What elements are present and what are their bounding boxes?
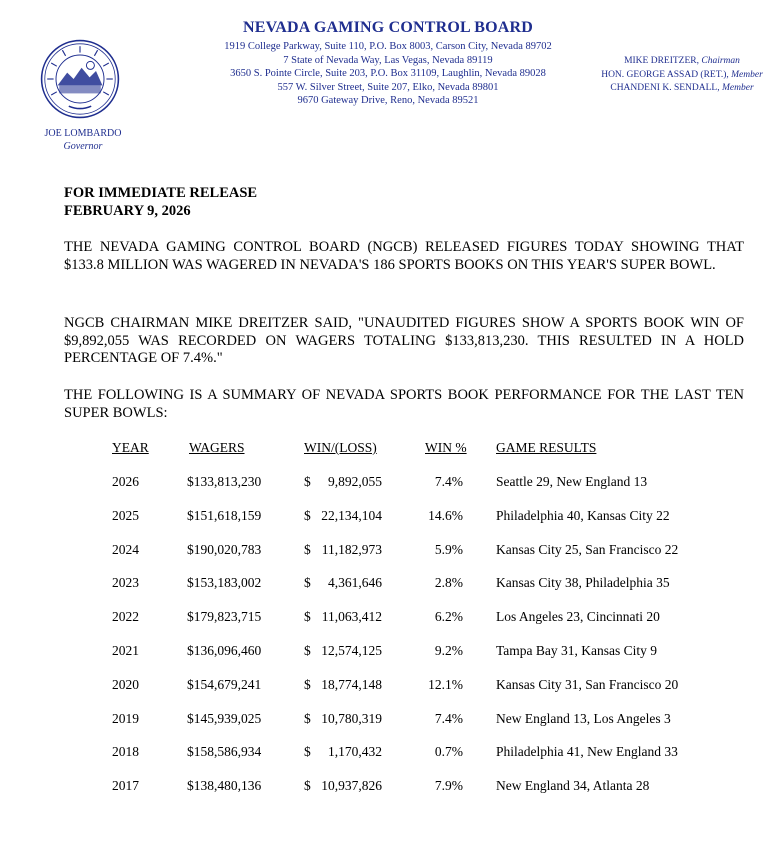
cell-win-value: 10,937,826 [321, 778, 382, 794]
address-line: 557 W. Silver Street, Suite 207, Elko, Nevada 89801 [277, 81, 499, 93]
table-row [0, 744, 784, 764]
table-row [0, 711, 784, 731]
cell-pct: 0.7% [434, 744, 463, 760]
address-line: 3650 S. Pointe Circle, Suite 203, P.O. Box 31109, Laughlin, Nevada 89028 [230, 68, 546, 80]
cell-results: New England 13, Los Angeles 3 [496, 710, 671, 726]
cell-year: 2026 [112, 474, 139, 489]
board-members [580, 55, 784, 96]
cell-wagers: $179,823,715 [187, 609, 262, 625]
cell-year: 2025 [112, 507, 139, 523]
currency-symbol: $ [304, 541, 311, 557]
currency-symbol: $ [304, 474, 311, 489]
cell-results: Los Angeles 23, Cincinnati 20 [496, 609, 660, 625]
paragraph-intro: THE NEVADA GAMING CONTROL BOARD (NGCB) RELEASED FIGURES TODAY SHOWING THAT $133.8 MILLION WAS WAGERED IN NEVADA'S 186 SPORTS BOOKS ON THIS YEAR'S SUPER BOWL. [64, 239, 744, 273]
currency-symbol: $ [304, 609, 311, 625]
currency-symbol: $ [304, 778, 311, 794]
table-row [0, 575, 784, 595]
cell-win-value: 11,063,412 [321, 609, 382, 625]
table-row [0, 609, 784, 629]
address-line: 7 State of Nevada Way, Las Vegas, Nevada 89119 [283, 54, 493, 66]
cell-year: 2018 [112, 744, 139, 760]
board-member-name: HON. GEORGE ASSAD (RET.), [601, 69, 729, 80]
header-wagers: WAGERS [189, 440, 245, 455]
cell-results: New England 34, Atlanta 28 [496, 778, 650, 794]
cell-results: Philadelphia 41, New England 33 [496, 744, 678, 760]
cell-win-value: 10,780,319 [321, 710, 382, 726]
cell-wagers: $190,020,783 [187, 541, 262, 557]
cell-win-value: 11,182,973 [321, 541, 382, 557]
header-year: YEAR [112, 440, 149, 455]
cell-win-value: 4,361,646 [328, 575, 382, 591]
cell-wagers: $151,618,159 [187, 507, 262, 523]
cell-pct: 5.9% [434, 541, 463, 557]
paragraph-quote: NGCB CHAIRMAN MIKE DREITZER SAID, "UNAUDITED FIGURES SHOW A SPORTS BOOK WIN OF $9,892,055 WAS RECORDED ON WAGERS TOTALING $133,813,230. THIS RESULTED IN A HOLD PERCENTAGE OF 7.4%." [64, 315, 744, 367]
table-row [0, 508, 784, 528]
cell-wagers: $138,480,136 [187, 778, 262, 794]
cell-wagers: $154,679,241 [187, 676, 262, 692]
release-heading [64, 184, 257, 220]
cell-year: 2021 [112, 643, 139, 658]
cell-results: Kansas City 31, San Francisco 20 [496, 676, 679, 692]
release-date: FEBRUARY 9, 2026 [64, 203, 191, 219]
currency-symbol: $ [304, 676, 311, 692]
cell-year: 2020 [112, 676, 139, 692]
cell-win-value: 1,170,432 [328, 744, 382, 760]
header-pct: WIN % [425, 440, 467, 455]
state-seal-logo [40, 39, 120, 119]
cell-pct: 12.1% [428, 676, 463, 692]
cell-results: Seattle 29, New England 13 [496, 474, 648, 489]
cell-pct: 9.2% [434, 643, 463, 658]
table-row [0, 474, 784, 494]
cell-results: Tampa Bay 31, Kansas City 9 [496, 643, 658, 658]
board-member-role: Member [721, 83, 754, 94]
governor-title: Governor [63, 141, 103, 152]
board-member [580, 55, 784, 69]
table-row [0, 778, 784, 798]
cell-results: Kansas City 25, San Francisco 22 [496, 541, 679, 557]
paragraph-summary: THE FOLLOWING IS A SUMMARY OF NEVADA SPORTS BOOK PERFORMANCE FOR THE LAST TEN SUPER BOWLS: [64, 387, 744, 421]
agency-name: NEVADA GAMING CONTROL BOARD [242, 19, 534, 36]
board-member-role: Chairman [701, 56, 740, 66]
table-row [0, 542, 784, 562]
cell-win-value: 9,892,055 [328, 474, 382, 489]
cell-year: 2022 [112, 609, 139, 625]
currency-symbol: $ [304, 507, 311, 523]
cell-wagers: $153,183,002 [187, 575, 262, 591]
cell-win-value: 12,574,125 [321, 643, 382, 658]
cell-results: Philadelphia 40, Kansas City 22 [496, 507, 670, 523]
table-row [0, 677, 784, 697]
cell-wagers: $136,096,460 [187, 643, 262, 658]
board-member [580, 82, 784, 96]
header-win: WIN/(LOSS) [304, 440, 377, 455]
cell-win-value: 22,134,104 [321, 507, 382, 523]
address-line: 9670 Gateway Drive, Reno, Nevada 89521 [297, 95, 479, 107]
currency-symbol: $ [304, 744, 311, 760]
cell-pct: 6.2% [434, 609, 463, 625]
table-row [0, 643, 784, 663]
currency-symbol: $ [304, 710, 311, 726]
cell-year: 2023 [112, 575, 139, 591]
cell-wagers: $145,939,025 [187, 710, 262, 726]
currency-symbol: $ [304, 575, 311, 591]
cell-pct: 7.4% [434, 474, 463, 489]
cell-year: 2024 [112, 541, 139, 557]
board-member-name: MIKE DREITZER, [624, 56, 699, 66]
cell-win-value: 18,774,148 [321, 676, 382, 692]
cell-wagers: $133,813,230 [187, 474, 262, 489]
cell-wagers: $158,586,934 [187, 744, 262, 760]
cell-year: 2017 [112, 778, 139, 794]
board-member-name: CHANDENI K. SENDALL, [610, 83, 720, 94]
cell-year: 2019 [112, 710, 139, 726]
agency-addresses [190, 40, 586, 108]
board-member [580, 69, 784, 83]
cell-pct: 7.4% [434, 710, 463, 726]
cell-pct: 14.6% [428, 507, 463, 523]
cell-pct: 2.8% [434, 575, 463, 591]
cell-results: Kansas City 38, Philadelphia 35 [496, 575, 670, 591]
currency-symbol: $ [304, 643, 311, 658]
header-results: GAME RESULTS [496, 440, 597, 455]
governor-name: JOE LOMBARDO [44, 128, 122, 139]
address-line: 1919 College Parkway, Suite 110, P.O. Box 8003, Carson City, Nevada 89702 [224, 41, 552, 52]
cell-pct: 7.9% [434, 778, 463, 794]
release-label: FOR IMMEDIATE RELEASE [64, 185, 258, 201]
board-member-role: Member [731, 69, 763, 80]
